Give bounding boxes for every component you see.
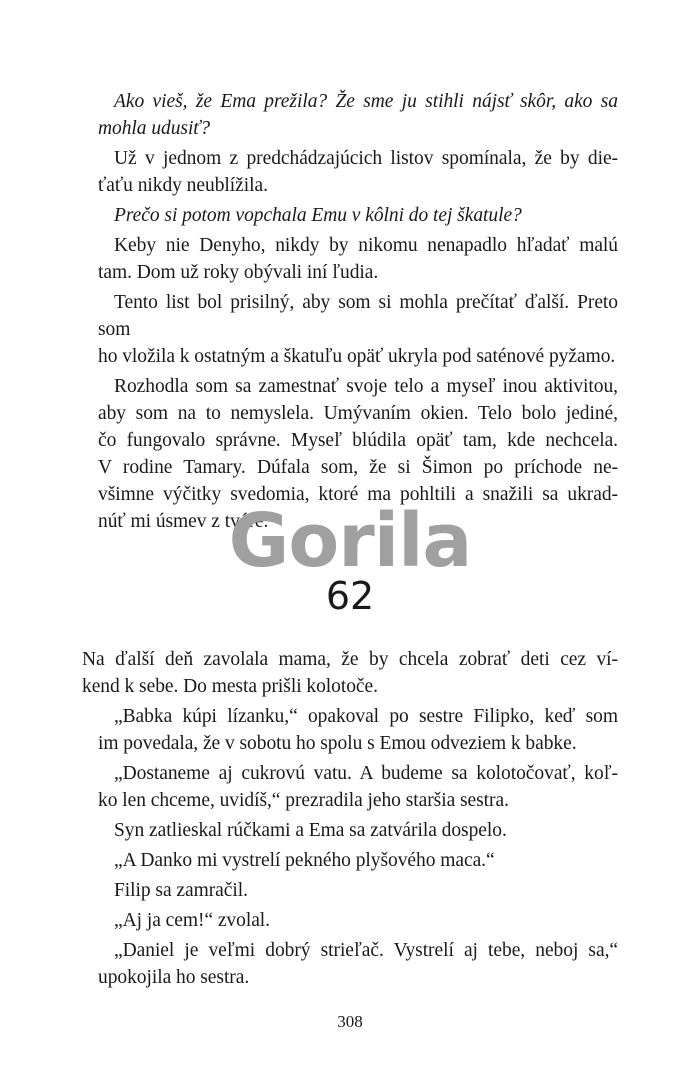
text-line: Rozhodla som sa zamestnať svoje telo a myseľ inou aktivitou, <box>114 376 618 397</box>
text-line: kend k sebe. Do mesta prišli kolotoče. <box>82 676 378 697</box>
text-line: ťaťu nikdy neublížila. <box>98 175 268 196</box>
text-line: „A Danko mi vystrelí pekného plyšového maca.“ <box>114 850 495 871</box>
text-line: tam. Dom už roky obývali iní ľudia. <box>98 262 379 283</box>
text-line: Filip sa zamračil. <box>114 880 248 901</box>
paragraph <box>82 232 618 286</box>
text-line: Prečo si potom vopchala Emu v kôlni do tej škatule? <box>114 205 522 226</box>
paragraph <box>82 877 618 904</box>
watermark-logo: Gorila <box>228 498 472 584</box>
text-line: Keby nie Denyho, nikdy by nikomu nenapadlo hľadať malú <box>114 235 618 256</box>
text-line: ho vložila k ostatným a škatuľu opäť ukryla pod saténové pyžamo. <box>98 346 616 367</box>
text-line: čo fungovalo správne. Myseľ blúdila opäť tam, kde nechcela. <box>98 430 618 451</box>
text-line: Na ďalší deň zavolala mama, že by chcela zobrať deti cez ví- <box>82 649 618 670</box>
paragraph <box>82 145 618 199</box>
text-section-2 <box>82 646 618 994</box>
text-line: „Aj ja cem!“ zvolal. <box>114 910 270 931</box>
text-line: upokojila ho sestra. <box>98 967 250 988</box>
text-line: V rodine Tamary. Dúfala som, že si Šimon po príchode ne- <box>98 457 618 478</box>
paragraph <box>82 202 618 229</box>
text-line: mohla udusiť? <box>98 118 211 139</box>
text-line: „Dostaneme aj cukrovú vatu. A budeme sa kolotočovať, koľ- <box>114 763 618 784</box>
text-line: Tento list bol prisilný, aby som si mohla prečítať ďalší. Preto som <box>98 292 618 340</box>
paragraph <box>82 817 618 844</box>
chapter-number: 62 <box>325 574 375 618</box>
text-line: im povedala, že v sobotu ho spolu s Emou odveziem k babke. <box>98 733 577 754</box>
paragraph <box>82 847 618 874</box>
text-line: Už v jednom z predchádzajúcich listov spomínala, že by die- <box>114 148 618 169</box>
text-line: ko len chceme, uvidíš,“ prezradila jeho staršia sestra. <box>98 790 509 811</box>
paragraph <box>82 937 618 991</box>
text-line: Ako vieš, že Ema prežila? Že sme ju stihli nájsť skôr, ako sa <box>114 91 618 112</box>
text-line: „Babka kúpi lízanku,“ opakoval po sestre Filipko, keď som <box>114 706 618 727</box>
page-number: 308 <box>337 1012 363 1031</box>
text-line: aby som na to nemyslela. Umývaním okien. Telo bolo jediné, <box>98 403 618 424</box>
text-line: Syn zatlieskal rúčkami a Ema sa zatvárila dospelo. <box>114 820 507 841</box>
paragraph <box>82 907 618 934</box>
text-section-1 <box>82 88 618 538</box>
paragraph <box>82 88 618 142</box>
paragraph <box>82 760 618 814</box>
paragraph <box>82 646 618 700</box>
text-line: „Daniel je veľmi dobrý strieľač. Vystrelí aj tebe, neboj sa,“ <box>114 940 618 961</box>
paragraph <box>82 703 618 757</box>
text-line: núť mi úsmev z tváre. <box>98 511 269 532</box>
text-line: všimne výčitky svedomia, ktoré ma pohltili a snažili sa ukrad- <box>98 484 618 505</box>
paragraph <box>82 289 618 370</box>
